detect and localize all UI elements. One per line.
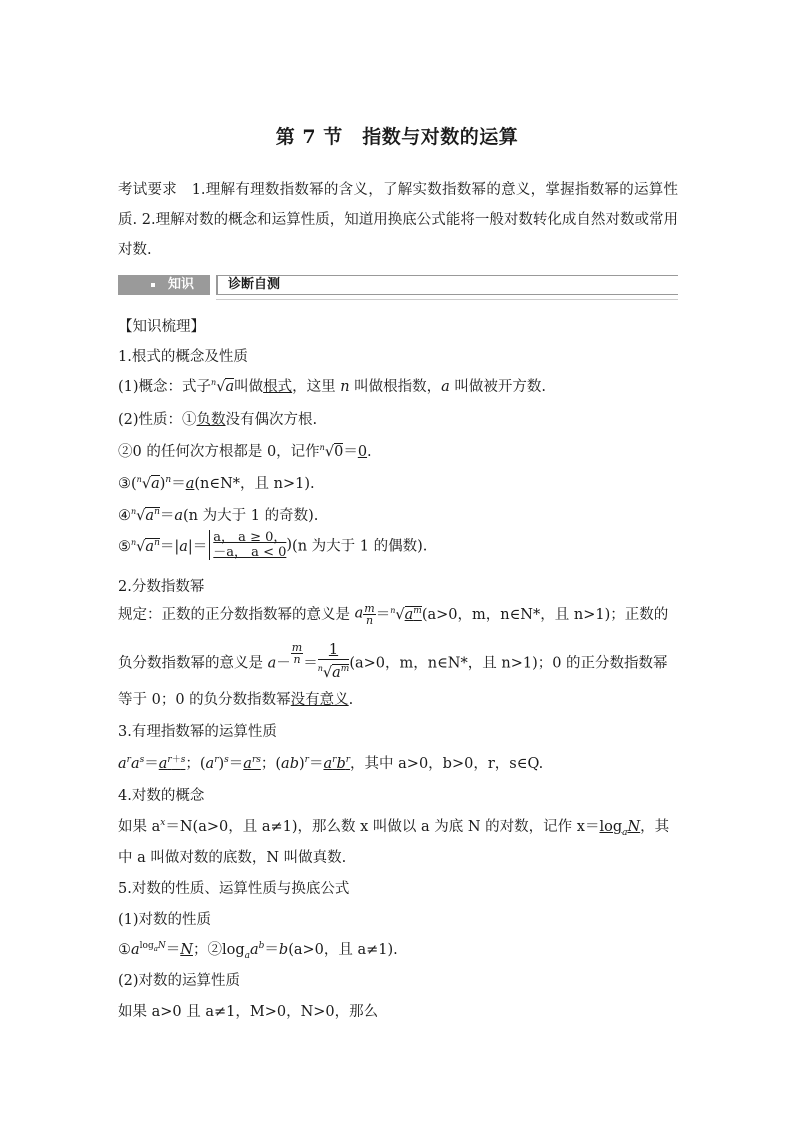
section-4-heading: 4.对数的概念 [118, 788, 205, 804]
page-title: 第 7 节 指数与对数的运算 [275, 126, 519, 148]
zero-fraction-exponent: 等于 0；0 的负分数指数幂没有意义. [118, 692, 354, 708]
section-3-heading: 3.有理指数幂的运算性质 [118, 724, 277, 740]
exam-requirement [118, 175, 678, 265]
answer-negative: 负数 [196, 412, 226, 428]
requirement-label: 考试要求 [118, 182, 178, 198]
fraction-exponent-negative: 负分数指数幂的意义是 a－ $\frac{m}{n}$ ＝ $\frac{1}{^n√a^m}$ (a>0，m，n∈N*，且 n>1)；0 的正分数指数幂 [118, 641, 668, 681]
answer-undefined: 没有意义 [290, 692, 349, 708]
knowledge-heading: 【知识梳理】 [118, 319, 205, 335]
log-properties: $①a^{log_aN}=N$；$②\log_aa^b=b(a>0$，且 a≠1). [118, 941, 398, 961]
answer-radical: 根式 [263, 379, 293, 395]
log-properties-subheading: (1)对数的性质 [118, 912, 212, 928]
answer-zero: 0 [357, 444, 368, 460]
section-1-heading: 1.根式的概念及性质 [118, 349, 248, 365]
requirement-text: 1.理解有理数指数幂的含义，了解实数指数幂的意义，掌握指数幂的运算性质. 2.理解对数的概念和运算性质，知道用换底公式能将一般对数转化成自然对数或常用对数. [118, 182, 678, 258]
section-5-heading: 5.对数的性质、运算性质与换底公式 [118, 881, 350, 897]
log-definition-line2: 中 a 叫做对数的底数，N 叫做真数. [118, 850, 347, 866]
radical-expression: $^n$√a [211, 378, 235, 395]
radical-property-2: ②0 的任何次方根都是 0，记作$^n$√0＝0. [118, 443, 372, 460]
radical-property-5: $⑤^n√a^n=|a|=$ $\frac{a, a \ge 0,}{-a, a < 0}$ )(n 为大于 1 的偶数). [118, 530, 428, 560]
radical-property-3: $③(^n√a)^n=a(n\in N*$，且 n>1). [118, 475, 315, 492]
log-rules-condition: 如果 a>0 且 a≠1，M>0，N>0，那么 [118, 1004, 379, 1020]
exponent-rules: $a^ra^s=a^{r+s}$；$(a^r)^s=a^{rs}$；$(ab)^r=a^rb^r$，其中 a>0，b>0，r，s∈Q. [118, 755, 544, 772]
radical-property-1: (2)性质：①负数没有偶次方根. [118, 412, 318, 428]
section-bar [118, 275, 678, 295]
radical-concept: (1)概念：式子$^n$√a叫做根式，这里 n 叫做根指数，a 叫做被开方数. [118, 378, 547, 395]
divider [216, 299, 678, 300]
radical-property-4: $④^n√a^n=a(n$ 为大于 1 的奇数). [118, 507, 319, 524]
square-bullet-icon [151, 283, 155, 287]
log-rules-subheading: (2)对数的运算性质 [118, 973, 241, 989]
log-definition-line1: 如果 $a^x=N(a>0$，且 a≠1)，那么数 x 叫做以 a 为底 N 的对数，记作 $x=\log_aN$，其 [118, 818, 670, 838]
piecewise-cases: $\frac{a, a \ge 0,}{-a, a < 0}$ [209, 530, 286, 560]
section-2-heading: 2.分数指数幂 [118, 579, 205, 595]
fraction-exponent-positive: 规定：正数的正分数指数幂的意义是 a $\frac{m}{n}$ $=^n√a^m(a>0$，m，n∈N*，且 n>1)；正数的 [118, 602, 669, 627]
section-tab-diagnosis: 诊断自测 [216, 275, 678, 295]
section-tab-knowledge: 知识 [118, 275, 210, 295]
